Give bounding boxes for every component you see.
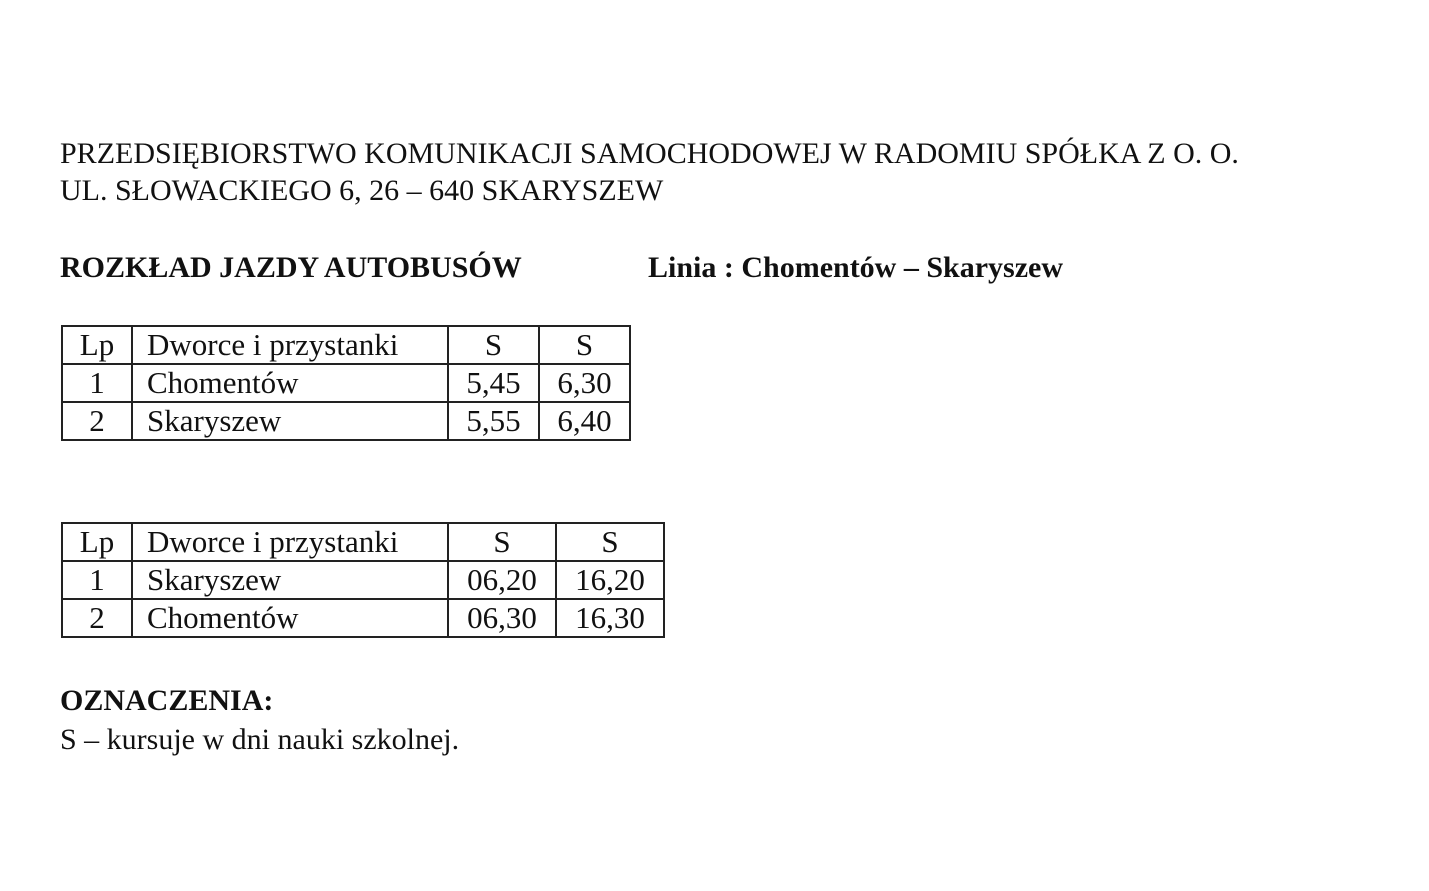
legend-title: OZNACZENIA: <box>60 684 274 717</box>
row-time: 16,20 <box>556 561 664 599</box>
company-name: PRZEDSIĘBIORSTWO KOMUNIKACJI SAMOCHODOWEJ W RADOMIU SPÓŁKA Z O. O. <box>60 137 1239 170</box>
header-stops: Dworce i przystanki <box>132 326 448 364</box>
header-course-1: S <box>448 523 556 561</box>
header-stops: Dworce i przystanki <box>132 523 448 561</box>
row-time: 16,30 <box>556 599 664 637</box>
route-line-name: Linia : Chomentów – Skaryszew <box>648 251 1064 284</box>
row-time: 5,55 <box>448 402 539 440</box>
timetable-return <box>61 522 665 638</box>
table-row <box>62 561 664 599</box>
timetable-title-row <box>60 250 1064 286</box>
row-lp: 1 <box>62 561 132 599</box>
timetable-heading: ROZKŁAD JAZDY AUTOBUSÓW <box>60 251 522 284</box>
row-lp: 2 <box>62 402 132 440</box>
row-lp: 1 <box>62 364 132 402</box>
row-time: 6,30 <box>539 364 630 402</box>
table-row <box>62 402 630 440</box>
row-time: 6,40 <box>539 402 630 440</box>
row-lp: 2 <box>62 599 132 637</box>
row-stop: Skaryszew <box>132 402 448 440</box>
header-course-1: S <box>448 326 539 364</box>
row-time: 5,45 <box>448 364 539 402</box>
row-time: 06,20 <box>448 561 556 599</box>
header-lp: Lp <box>62 523 132 561</box>
header-course-2: S <box>556 523 664 561</box>
company-address: UL. SŁOWACKIEGO 6, 26 – 640 SKARYSZEW <box>60 174 664 207</box>
row-time: 06,30 <box>448 599 556 637</box>
table-row <box>62 364 630 402</box>
table-header-row <box>62 326 630 364</box>
row-stop: Chomentów <box>132 364 448 402</box>
timetable-outbound <box>61 325 631 441</box>
header-lp: Lp <box>62 326 132 364</box>
table-header-row <box>62 523 664 561</box>
row-stop: Skaryszew <box>132 561 448 599</box>
legend-text: S – kursuje w dni nauki szkolnej. <box>60 723 460 756</box>
row-stop: Chomentów <box>132 599 448 637</box>
table-row <box>62 599 664 637</box>
header-course-2: S <box>539 326 630 364</box>
